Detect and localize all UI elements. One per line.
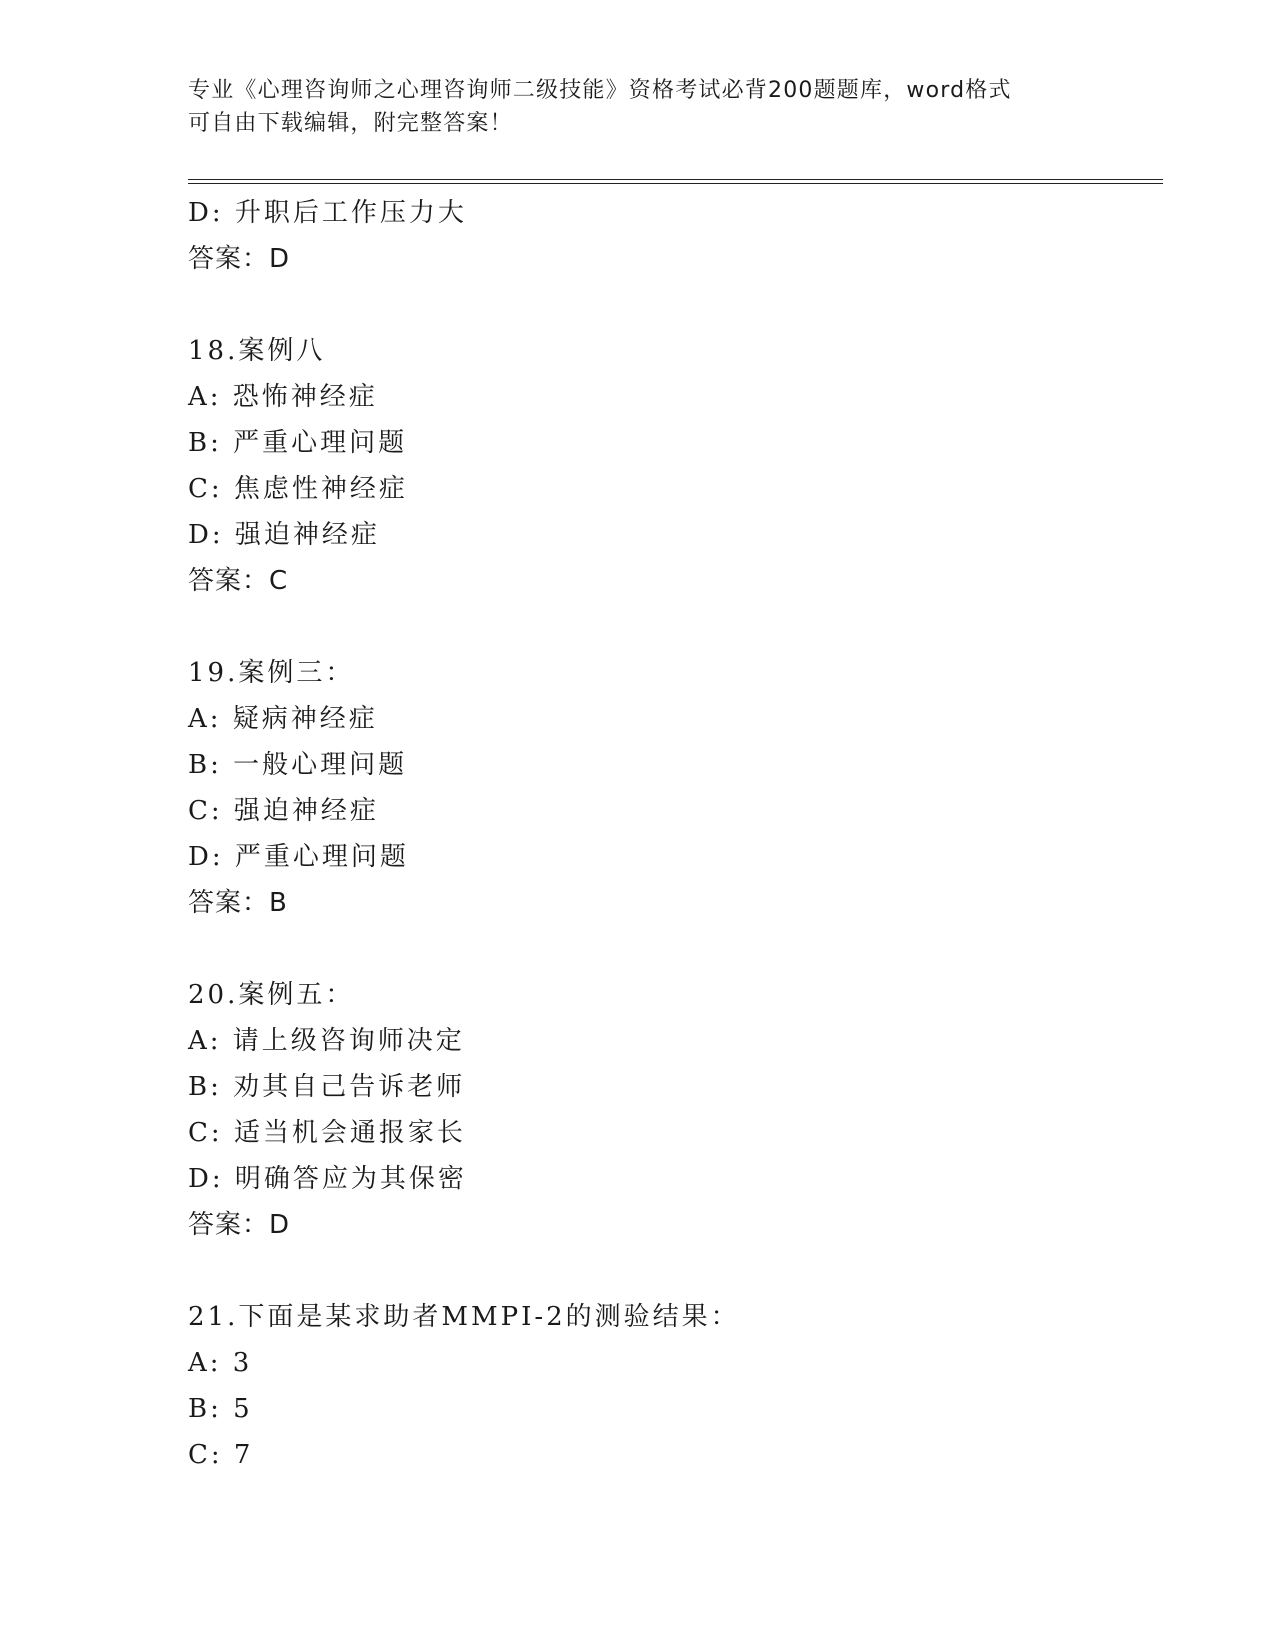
question-18 [188,328,1163,604]
option-a: A: 3 [188,1348,253,1378]
answer: 答案：D [188,244,291,274]
option-b: B: 5 [188,1394,253,1424]
spacer [188,926,1163,972]
option-c: C: 适当机会通报家长 [188,1118,466,1148]
option-a: A: 恐怖神经症 [188,382,378,412]
option-d: D: 严重心理问题 [188,842,409,872]
question-17 [188,190,1163,282]
document-header [188,74,1088,140]
option-d: D: 明确答应为其保密 [188,1164,467,1194]
spacer [188,604,1163,650]
header-line-1: 专业《心理咨询师之心理咨询师二级技能》资格考试必背200题题库，word格式 [188,78,1012,103]
question-20 [188,972,1163,1248]
option-b: B: 严重心理问题 [188,428,408,458]
question-19 [188,650,1163,926]
question-title: 21.下面是某求助者MMPI-2的测验结果： [188,1302,740,1332]
option-d: D: 升职后工作压力大 [188,198,467,228]
option-b: B: 劝其自己告诉老师 [188,1072,466,1102]
header-line-2: 可自由下载编辑，附完整答案！ [188,111,513,136]
question-title: 19.案例三： [188,658,355,688]
spacer [188,1248,1163,1294]
option-c: C: 焦虑性神经症 [188,474,408,504]
question-list [188,190,1163,1478]
option-c: C: 7 [188,1440,254,1470]
question-title: 18.案例八 [188,336,326,366]
header-divider [188,179,1163,184]
answer: 答案：C [188,566,289,596]
answer: 答案：B [188,888,288,918]
option-a: A: 请上级咨询师决定 [188,1026,465,1056]
spacer [188,282,1163,328]
question-21 [188,1294,1163,1478]
question-title: 20.案例五： [188,980,355,1010]
answer: 答案：D [188,1210,291,1240]
option-d: D: 强迫神经症 [188,520,380,550]
option-b: B: 一般心理问题 [188,750,408,780]
option-a: A: 疑病神经症 [188,704,378,734]
option-c: C: 强迫神经症 [188,796,379,826]
